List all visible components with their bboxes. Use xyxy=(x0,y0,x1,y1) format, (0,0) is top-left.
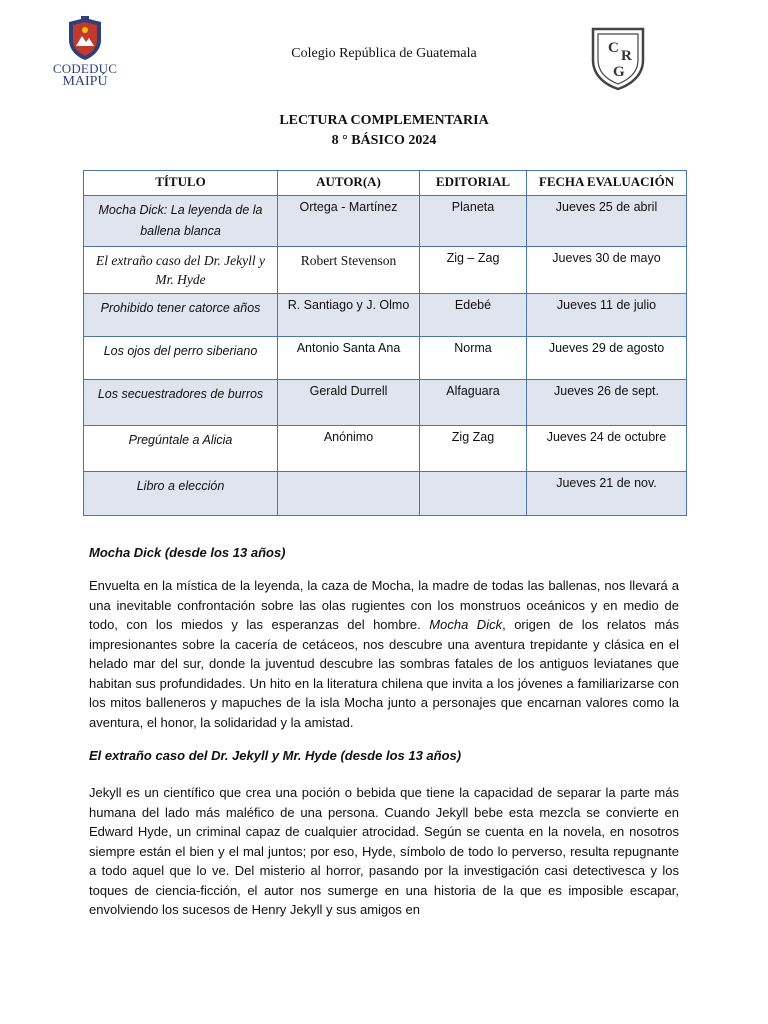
book-publisher: Alfaguara xyxy=(420,380,527,426)
book-title: Libro a elección xyxy=(84,472,278,516)
book-author: Ortega - Martínez xyxy=(278,196,420,247)
logo-letter-r: R xyxy=(621,48,632,64)
table-row xyxy=(84,380,687,426)
logo-letter-g: G xyxy=(613,64,625,80)
column-header-author: AUTOR(A) xyxy=(278,171,420,196)
text-run: , origen de los relatos más impresionantes sobre la cacería de cetáceos, nos descubre una aventura trepidante y clásica en el helado mar del sur, donde la juventud descubre las sombras fatales de los antiguos leviatanes que habitan sus profundidades. Un hito en la literatura chilena que invita a los jóvenes a familiarizarse con los mitos balleneros y mapuches de la isla Mocha junto a personajes que encarnan valores como la aventura, el honor, la solidaridad y la amistad. xyxy=(89,617,679,730)
text-run-italic: Mocha Dick xyxy=(429,617,503,632)
evaluation-date: Jueves 30 de mayo xyxy=(527,247,687,294)
evaluation-date: Jueves 21 de nov. xyxy=(527,472,687,516)
logo-left-line2: MAIPÚ xyxy=(62,74,108,89)
book-author: Antonio Santa Ana xyxy=(278,337,420,380)
reading-table xyxy=(83,170,687,516)
heading-line2: 8 ° BÁSICO 2024 xyxy=(331,133,437,148)
book-title: Mocha Dick: La leyenda de la ballena blanca xyxy=(84,196,278,247)
evaluation-date: Jueves 11 de julio xyxy=(527,294,687,337)
section-title-mocha-dick: Mocha Dick (desde los 13 años) xyxy=(89,545,286,560)
table-row xyxy=(84,337,687,380)
book-author xyxy=(278,472,420,516)
table-row xyxy=(84,294,687,337)
book-author: Anónimo xyxy=(278,426,420,472)
table-header-row xyxy=(84,171,687,196)
table-row xyxy=(84,247,687,294)
logo-letter-c: C xyxy=(608,40,619,56)
school-name: Colegio República de Guatemala xyxy=(291,46,477,61)
book-title: Pregúntale a Alicia xyxy=(84,426,278,472)
column-header-title: TÍTULO xyxy=(84,171,278,196)
crg-shield-logo xyxy=(590,26,646,92)
evaluation-date: Jueves 25 de abril xyxy=(527,196,687,247)
book-publisher: Planeta xyxy=(420,196,527,247)
book-title: El extraño caso del Dr. Jekyll y Mr. Hyde xyxy=(84,247,278,294)
book-title: Los ojos del perro siberiano xyxy=(84,337,278,380)
book-publisher xyxy=(420,472,527,516)
section-text-mocha-dick xyxy=(89,576,679,732)
table-row xyxy=(84,426,687,472)
book-title: Prohibido tener catorce años xyxy=(84,294,278,337)
table-row xyxy=(84,472,687,516)
section-text-jekyll-hyde: Jekyll es un científico que crea una poción o bebida que tiene la capacidad de separar la parte más humana del lado más maléfico de una persona. Cuando Jekyll bebe esta mezcla se convierte en Edward Hyde, un criminal capaz de cualquier atrocidad. Según se cuenta en la novela, en nosotros siempre están el bien y el mal juntos; por eso, Hyde, símbolo de todo lo perverso, resulta repugnante a todo aquel que lo ve. Del misterio al horror, pasando por la investigación casi detectivesca y los toques de ciencia-ficción, el autor nos sumerge en una historia de la que es imposible escapar, envolviendo los sucesos de Henry Jekyll y sus amigos en xyxy=(89,785,679,917)
page-heading xyxy=(0,111,768,151)
evaluation-date: Jueves 29 de agosto xyxy=(527,337,687,380)
book-title: Los secuestradores de burros xyxy=(84,380,278,426)
evaluation-date: Jueves 26 de sept. xyxy=(527,380,687,426)
evaluation-date: Jueves 24 de octubre xyxy=(527,426,687,472)
text-run: Envuelta en la mística de la leyenda, la caza de Mocha, la madre de todas las ballenas, nos llevará a una inevitable confrontación sobre las olas rugientes con los monstruos oceánicos y en medio de todo, con los miedos y las esperanzas del hombre. xyxy=(89,578,679,632)
book-publisher: Edebé xyxy=(420,294,527,337)
book-author: Robert Stevenson xyxy=(278,247,420,294)
book-publisher: Zig Zag xyxy=(420,426,527,472)
column-header-date: FECHA EVALUACIÓN xyxy=(527,171,687,196)
section-title-jekyll-hyde: El extraño caso del Dr. Jekyll y Mr. Hyde (desde los 13 años) xyxy=(89,748,462,763)
book-author: R. Santiago y J. Olmo xyxy=(278,294,420,337)
column-header-publisher: EDITORIAL xyxy=(420,171,527,196)
book-publisher: Zig – Zag xyxy=(420,247,527,294)
book-author: Gerald Durrell xyxy=(278,380,420,426)
table-row xyxy=(84,196,687,247)
heading-line1: LECTURA COMPLEMENTARIA xyxy=(279,113,489,128)
book-publisher: Norma xyxy=(420,337,527,380)
logo-left-line1: CODEDUC xyxy=(52,61,118,76)
